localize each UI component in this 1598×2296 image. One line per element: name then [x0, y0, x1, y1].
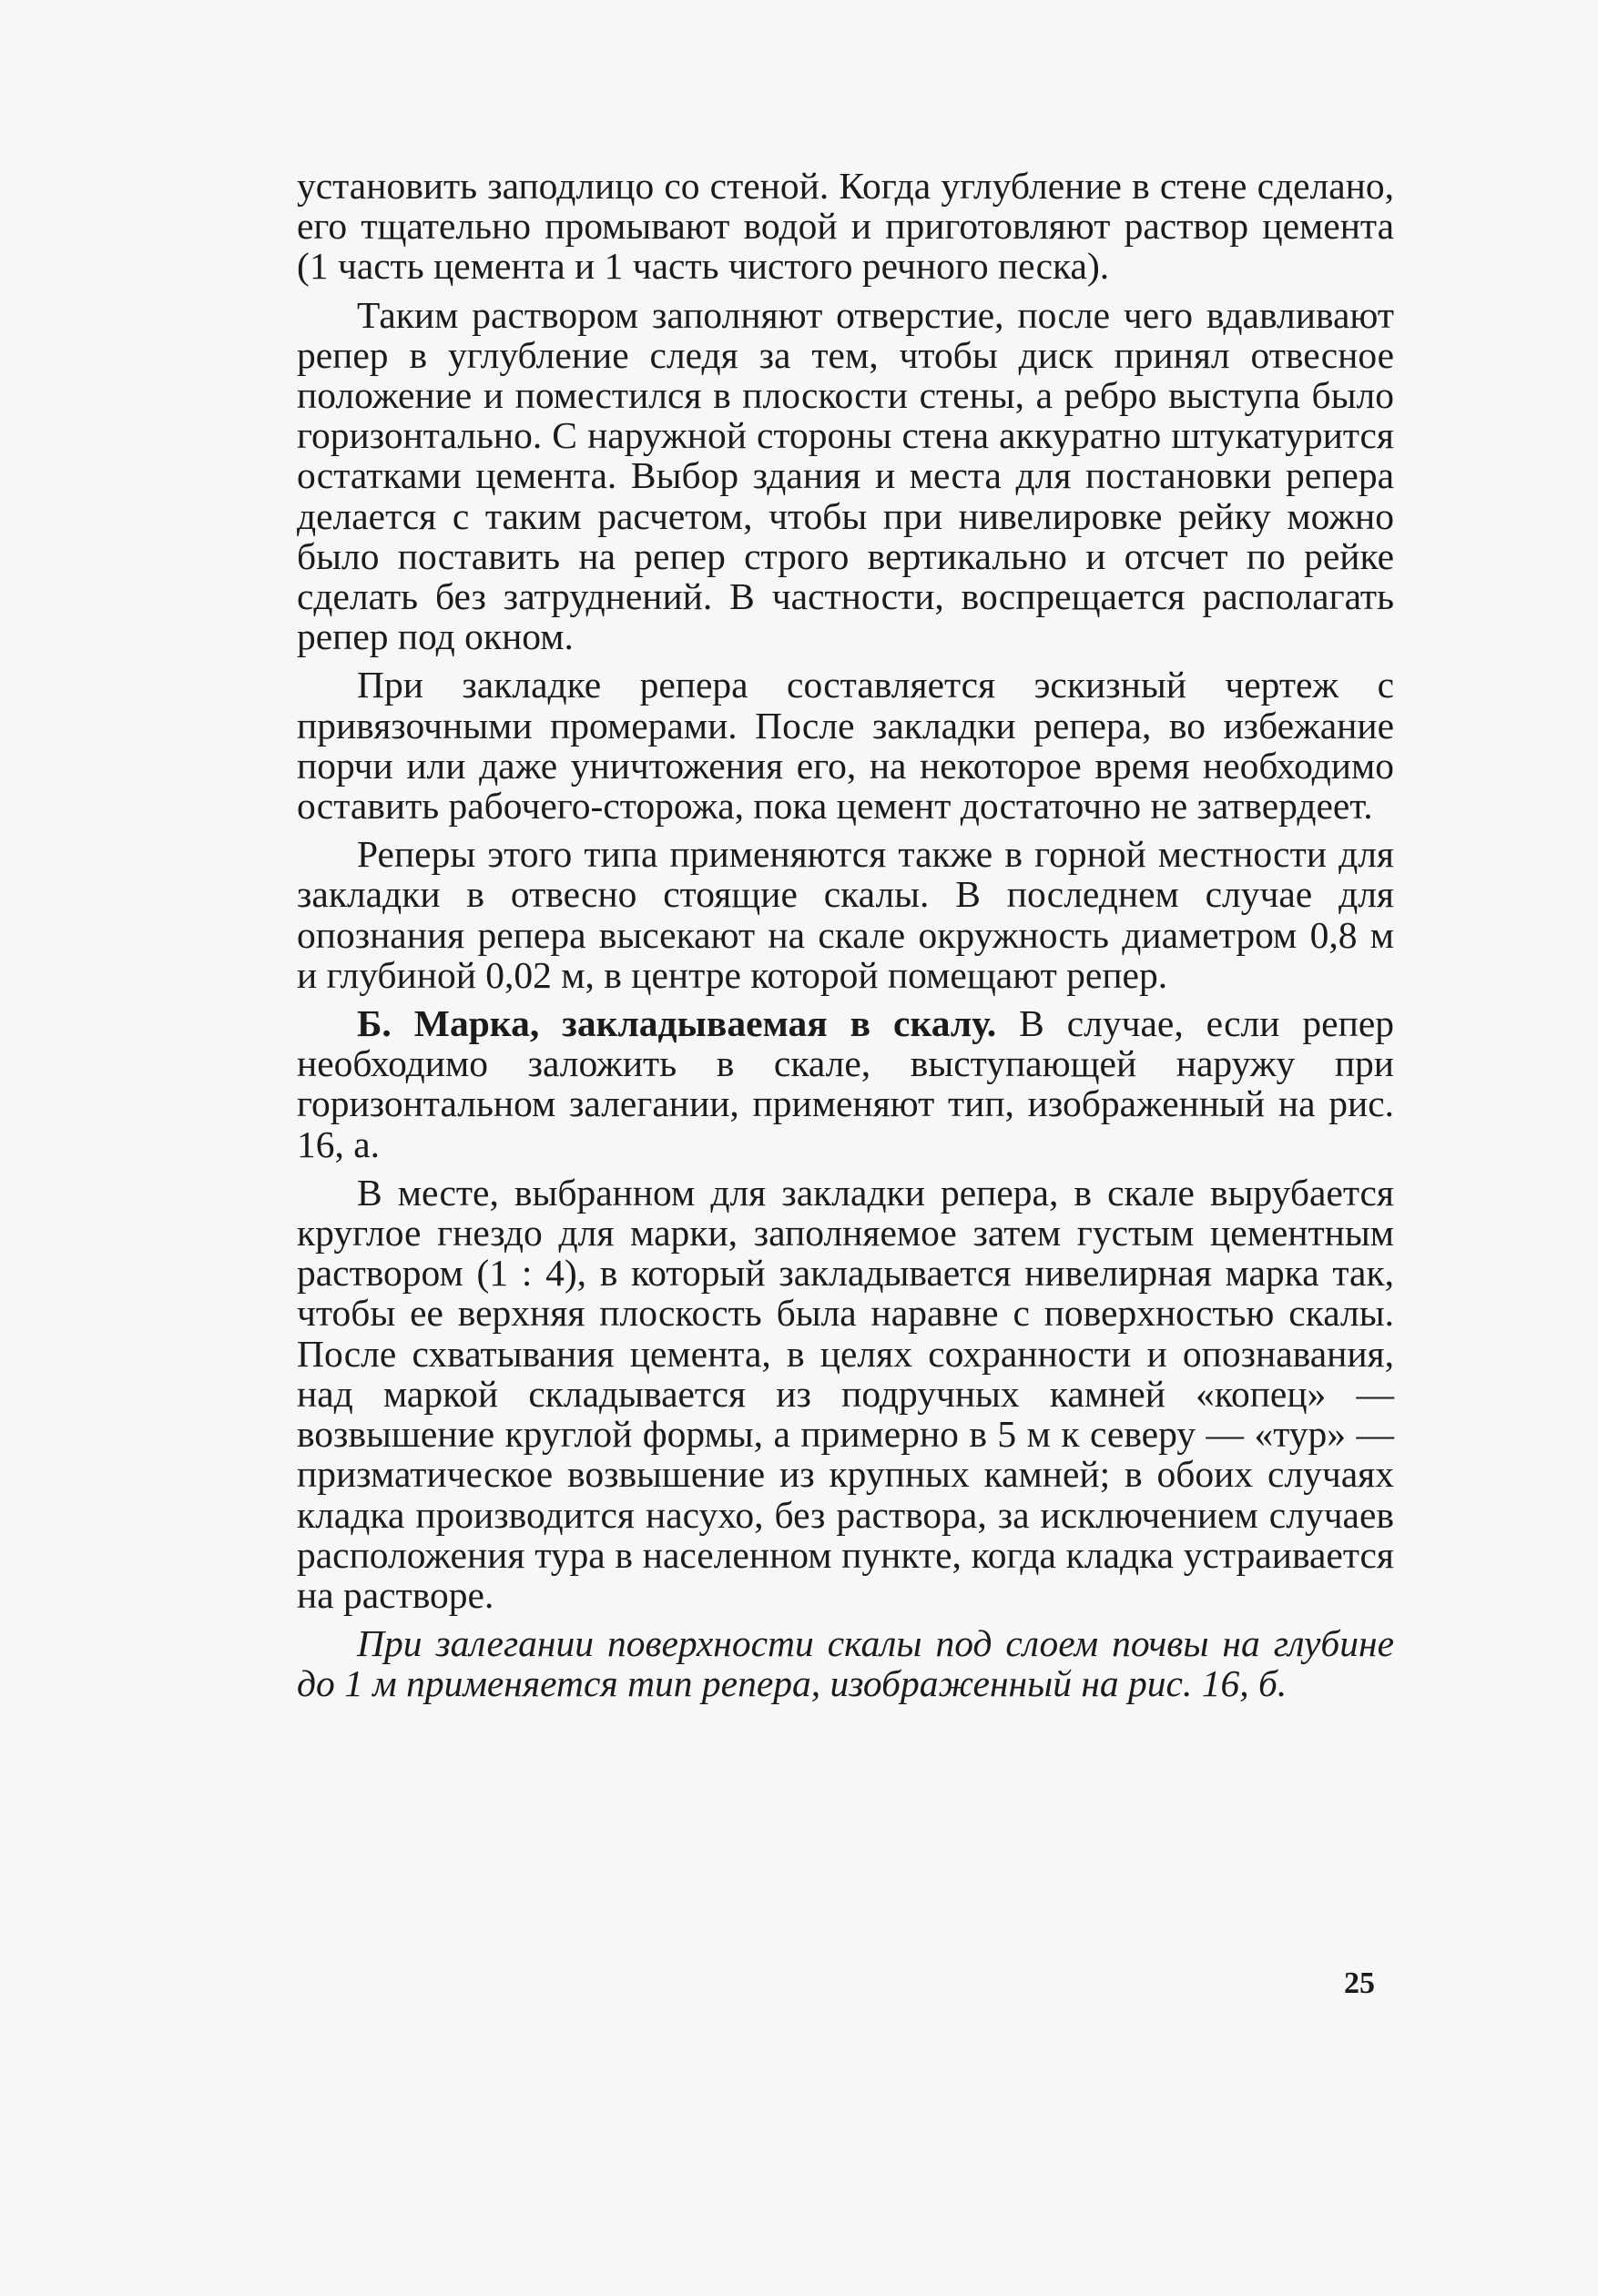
- section-heading-b: Б. Марка, закладываемая в скалу.: [357, 1002, 997, 1045]
- paragraph-5-text: В случае, если репер необходимо заложить в скале, выступающей наружу при горизонтальном залегании, применяют тип, изображенный на рис. 16, а.: [297, 1002, 1394, 1165]
- paragraph-2: Таким раствором заполняют отверстие, после чего вдавливают репер в углубление следя за тем, чтобы диск принял отвесное положение и поместился в плоскости стены, а ребро выступа было горизонтально. С наружной стороны стена аккуратно штукатурится остатками цемента. Выбор здания и места для постановки репера делается с таким расчетом, чтобы при нивелировке рейку можно было поставить на репер строго вертикально и отсчет по рейке сделать без затруднений. В частности, воспрещается располагать репер под окном.: [297, 293, 1394, 658]
- page-body: [297, 166, 1394, 1712]
- page-number: 25: [1344, 1966, 1375, 2000]
- paragraph-6: В месте, выбранном для закладки репера, в скале вырубается круглое гнездо для марки, заполняемое затем густым цементным раствором (1 : 4), в который закладывается нивелирная марка так, чтобы ее верхняя плоскость была наравне с поверхностью скалы. После схватывания цемента, в целях сохранности и опознавания, над маркой складывается из подручных камней «копец» — возвышение круглой формы, а примерно в 5 м к северу — «тур» — призматическое возвышение из крупных камней; в обоих случаях кладка производится насухо, без раствора, за исключением случаев расположения тура в населенном пункте, когда кладка устраивается на растворе.: [297, 1171, 1394, 1616]
- paragraph-7: При залегании поверхности скалы под слоем почвы на глубине до 1 м применяется тип репера, изображенный на рис. 16, б.: [297, 1622, 1394, 1705]
- paragraph-4: Реперы этого типа применяются также в горной местности для закладки в отвесно стоящие скалы. В последнем случае для опознания репера высекают на скале окружность диаметром 0,8 м и глубиной 0,02 м, в центре которой помещают репер.: [297, 833, 1394, 996]
- paragraph-1: установить заподлицо со стеной. Когда углубление в стене сделано, его тщательно промывают водой и приготовляют раствор цемента (1 часть цемента и 1 часть чистого речного песка).: [297, 165, 1394, 288]
- paragraph-5: [297, 1003, 1394, 1164]
- paragraph-3: При закладке репера составляется эскизный чертеж с привязочными промерами. После закладки репера, во избежание порчи или даже уничтожения его, на некоторое время необходимо оставить рабочего-сторожа, пока цемент достаточно не затвердеет.: [297, 664, 1394, 828]
